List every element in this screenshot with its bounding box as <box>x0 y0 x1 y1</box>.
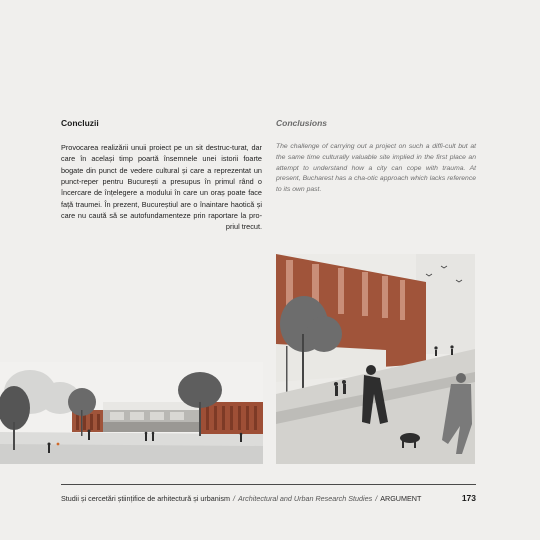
heading-conclusions: Conclusions <box>276 118 328 128</box>
footer-series-english: Architectural and Urban Research Studies <box>237 494 373 503</box>
footer-section-name: ARGUMENT <box>380 494 422 503</box>
footer-divider <box>61 484 476 485</box>
conclusions-romanian <box>61 118 262 233</box>
paragraph-conclusions: The challenge of carrying out a project on such a diffi-cult but at the same time culturally valuable site implied in the first place an attempt to understand how a city can cope with trauma. At present, Bucharest has a cha-otic approach which lacks reference to its own past. <box>276 143 476 194</box>
footer-separator: / <box>375 494 378 503</box>
courtyard-perspective-illustration <box>276 254 475 464</box>
footer-series-romanian: Studii și cercetări științifice de arhitectură și urbanism <box>61 494 230 503</box>
page-number: 173 <box>461 493 476 503</box>
paragraph-concluzii: Provocarea realizării unuii proiect pe un sit destruc-turat, dar care în același timp poartă însemnele unei istorii foarte bogate din punct de vedere cultural și care a reprezentat un punct-reper pentru București a presupus în primul rând o încercare de înțelegere a modului în care un oraș poate face față traumei. În prezent, Bucureștiul are o înaintare haotică și care nu caută să se autofundamenteze prin raportare la pro-priul trecut. <box>61 143 262 232</box>
heading-concluzii: Concluzii <box>61 118 99 128</box>
page-footer <box>61 493 476 503</box>
footer-separator: / <box>232 494 235 503</box>
conclusions-english <box>276 118 476 196</box>
site-elevation-illustration <box>0 362 263 464</box>
